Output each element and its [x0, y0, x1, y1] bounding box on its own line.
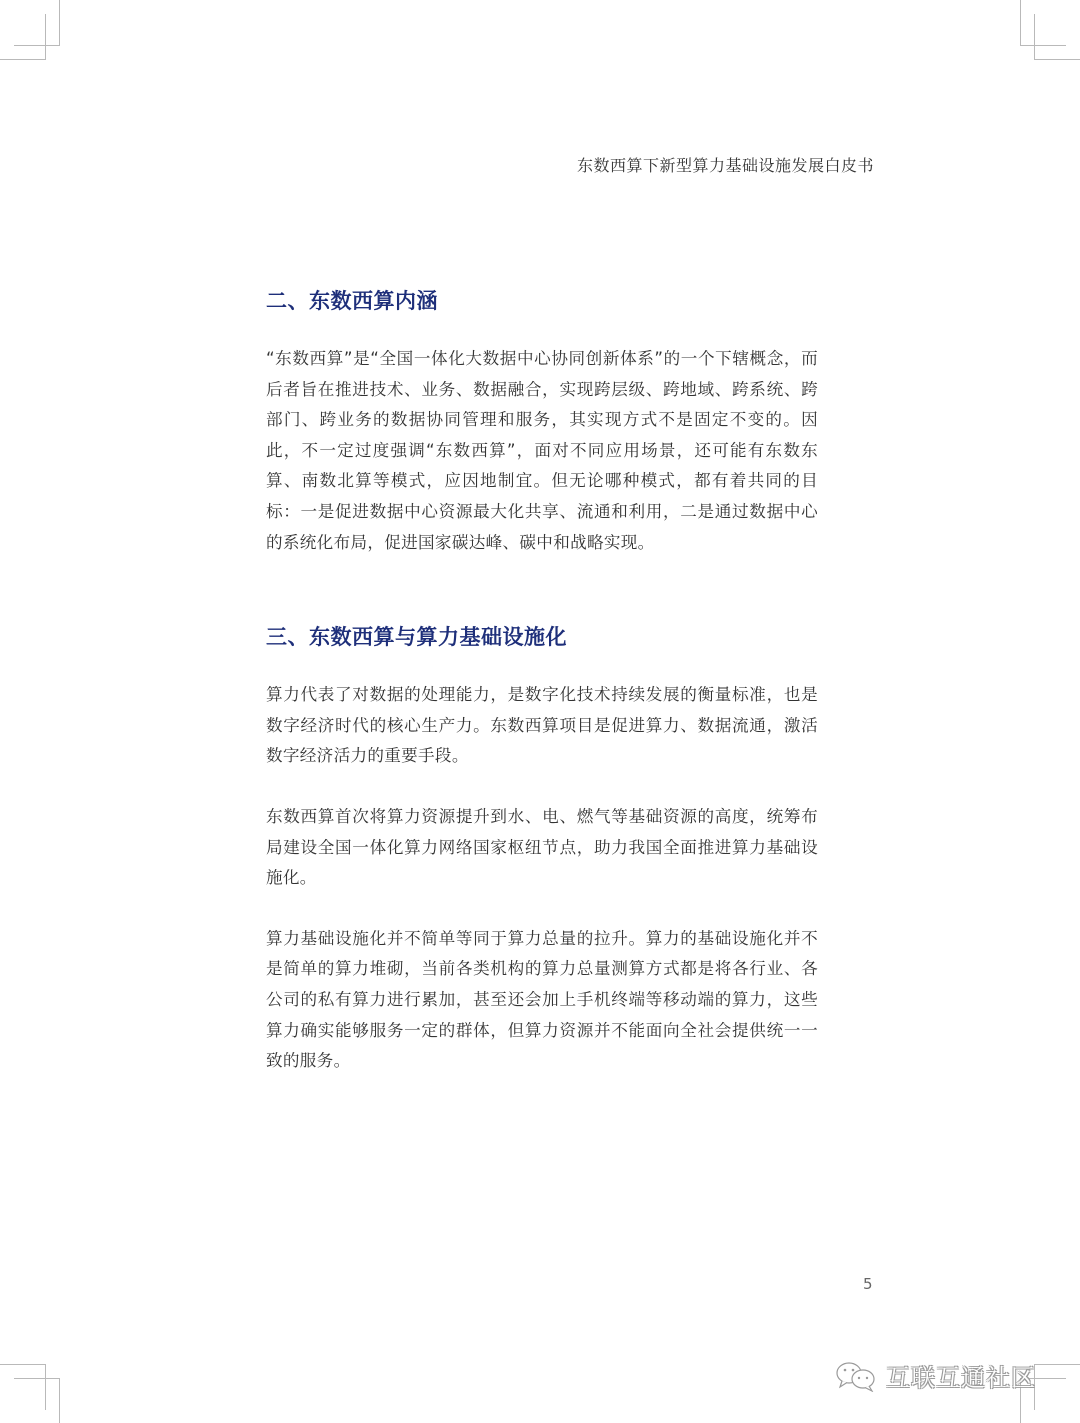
crop-mark-top-left-v2	[45, 14, 46, 60]
crop-mark-bottom-right-h1	[1034, 1364, 1080, 1365]
section-title-2: 二、东数西算内涵	[266, 289, 438, 313]
section-3-paragraph-1: 算力代表了对数据的处理能力，是数字化技术持续发展的衡量标准，也是数字经济时代的核心生产力。东数西算项目是促进算力、数据流通，激活数字经济活力的重要手段。	[266, 685, 818, 766]
document-body	[266, 284, 818, 1077]
section-3-paragraph-3: 算力基础设施化并不简单等同于算力总量的拉升。算力的基础设施化并不是简单的算力堆砌，当前各类机构的算力总量测算方式都是将各行业、各公司的私有算力进行累加，甚至还会加上手机终端等移动端的算力，这些算力确实能够服务一定的群体，但算力资源并不能面向全社会提供统一一致的服务。	[266, 928, 818, 1071]
crop-mark-top-left-h1	[14, 45, 60, 46]
crop-mark-top-left-v1	[59, 0, 60, 46]
crop-mark-top-right-h1	[1020, 45, 1066, 46]
crop-mark-bottom-left-v1	[45, 1364, 46, 1410]
crop-mark-top-right-v2	[1034, 14, 1035, 60]
crop-mark-bottom-left-h2	[14, 1378, 60, 1379]
crop-mark-top-right-h2	[1034, 59, 1080, 60]
section-2-paragraph-1: “东数西算”是“全国一体化大数据中心协同创新体系”的一个下辖概念，而后者旨在推进技术、业务、数据融合，实现跨层级、跨地域、跨系统、跨部门、跨业务的数据协同管理和服务，其实现方式不是固定不变的。因此，不一定过度强调“东数西算”，面对不同应用场景，还可能有东数东算、南数北算等模式，应因地制宜。但无论哪种模式，都有着共同的目标：一是促进数据中心资源最大化共享、流通和利用，二是通过数据中心的系统化布局，促进国家碳达峰、碳中和战略实现。	[266, 349, 818, 552]
watermark	[834, 1358, 1036, 1393]
running-header-title: 东数西算下新型算力基础设施发展白皮书	[576, 156, 874, 175]
page-number: 5	[863, 1275, 873, 1293]
crop-mark-top-left-h2	[0, 59, 46, 60]
section-3-paragraph-2: 东数西算首次将算力资源提升到水、电、燃气等基础资源的高度，统筹布局建设全国一体化算力网络国家枢纽节点，助力我国全面推进算力基础设施化。	[266, 806, 818, 888]
crop-mark-bottom-left-h1	[0, 1364, 46, 1365]
section-title-3: 三、东数西算与算力基础设施化	[266, 625, 567, 650]
crop-mark-bottom-left-v2	[59, 1378, 60, 1423]
crop-mark-top-right-v1	[1020, 0, 1021, 46]
wechat-icon	[834, 1360, 880, 1392]
watermark-text: 互联互通社区	[886, 1364, 1036, 1392]
